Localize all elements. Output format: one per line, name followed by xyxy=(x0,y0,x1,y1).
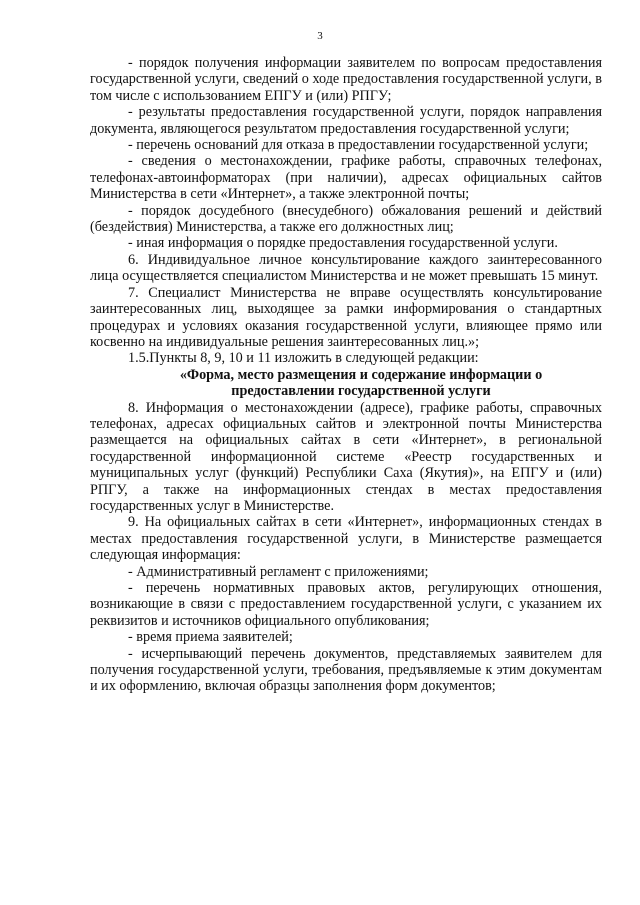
paragraph: 6. Индивидуальное личное консультирование каждого заинтересованного лица осуществляется специалистом Министерства и не может превышать 15 минут. xyxy=(90,251,602,285)
paragraph: - результаты предоставления государственной услуги, порядок направления документа, являющегося результатом предоставления государственной услуги; xyxy=(90,104,602,137)
page-number: 3 xyxy=(317,30,323,42)
paragraph: 7. Специалист Министерства не вправе осуществлять консультирование заинтересованных лиц, выходящее за рамки информирования о стандартных процедурах и условиях оказания государственной услуги, влияющее прямо или косвенно на индивидуальные решения заинтересованных лиц.»; xyxy=(90,284,602,350)
paragraph: - Административный регламент с приложениями; xyxy=(128,563,429,580)
paragraph: - время приема заявителей; xyxy=(128,629,293,646)
paragraph: 1.5.Пункты 8, 9, 10 и 11 изложить в следующей редакции: xyxy=(128,350,479,367)
paragraph: - сведения о местонахождении, графике работы, справочных телефонах, телефонах-автоинформаторах (при наличии), адресах официальных сайтов Министерства в сети «Интернет», а также электронной почты; xyxy=(90,153,602,203)
paragraph: - иная информация о порядке предоставления государственной услуги. xyxy=(128,235,558,252)
paragraph: - исчерпывающий перечень документов, представляемых заявителем для получения государственной услуги, требования, предъявляемые к этим документам и их оформлению, включая образцы заполнения форм документов; xyxy=(90,645,602,695)
section-heading xyxy=(90,367,602,400)
paragraph: 9. На официальных сайтах в сети «Интернет», информационных стендах в местах предоставления государственной услуги, в Министерстве размещается следующая информация: xyxy=(90,514,602,564)
paragraphs-after xyxy=(90,400,602,695)
section-heading-line-2: предоставлении государственной услуги xyxy=(231,383,491,400)
paragraphs-before xyxy=(90,55,602,367)
paragraph: - порядок досудебного (внесудебного) обжалования решений и действий (бездействия) Министерства, а также его должностных лиц; xyxy=(90,202,602,236)
section-heading-line-1: «Форма, место размещения и содержание информации о xyxy=(179,366,543,383)
document-body xyxy=(90,55,602,695)
paragraph: - перечень оснований для отказа в предоставлении государственной услуги; xyxy=(128,137,589,154)
paragraph: - перечень нормативных правовых актов, регулирующих отношения, возникающие в связи с предоставлением государственной услуги, с указанием их реквизитов и источников официального опубликования; xyxy=(90,580,602,629)
paragraph: - порядок получения информации заявителем по вопросам предоставления государственной услуги, сведений о ходе предоставления государственной услуги, в том числе с использованием ЕПГУ и (или) РПГУ; xyxy=(90,55,602,104)
paragraph: 8. Информация о местонахождении (адресе), графике работы, справочных телефонах, адресах официальных сайтов и электронной почты Министерства размещается на официальных сайтах в сети «Интернет», в региональной государственной информационной системе «Реестр государственных и муниципальных услуг (функций) Республики Саха (Якутия)», на ЕПГУ и (или) РПГУ, а также на информационных стендах в местах предоставления государственных услуг в Министерстве. xyxy=(90,399,602,514)
